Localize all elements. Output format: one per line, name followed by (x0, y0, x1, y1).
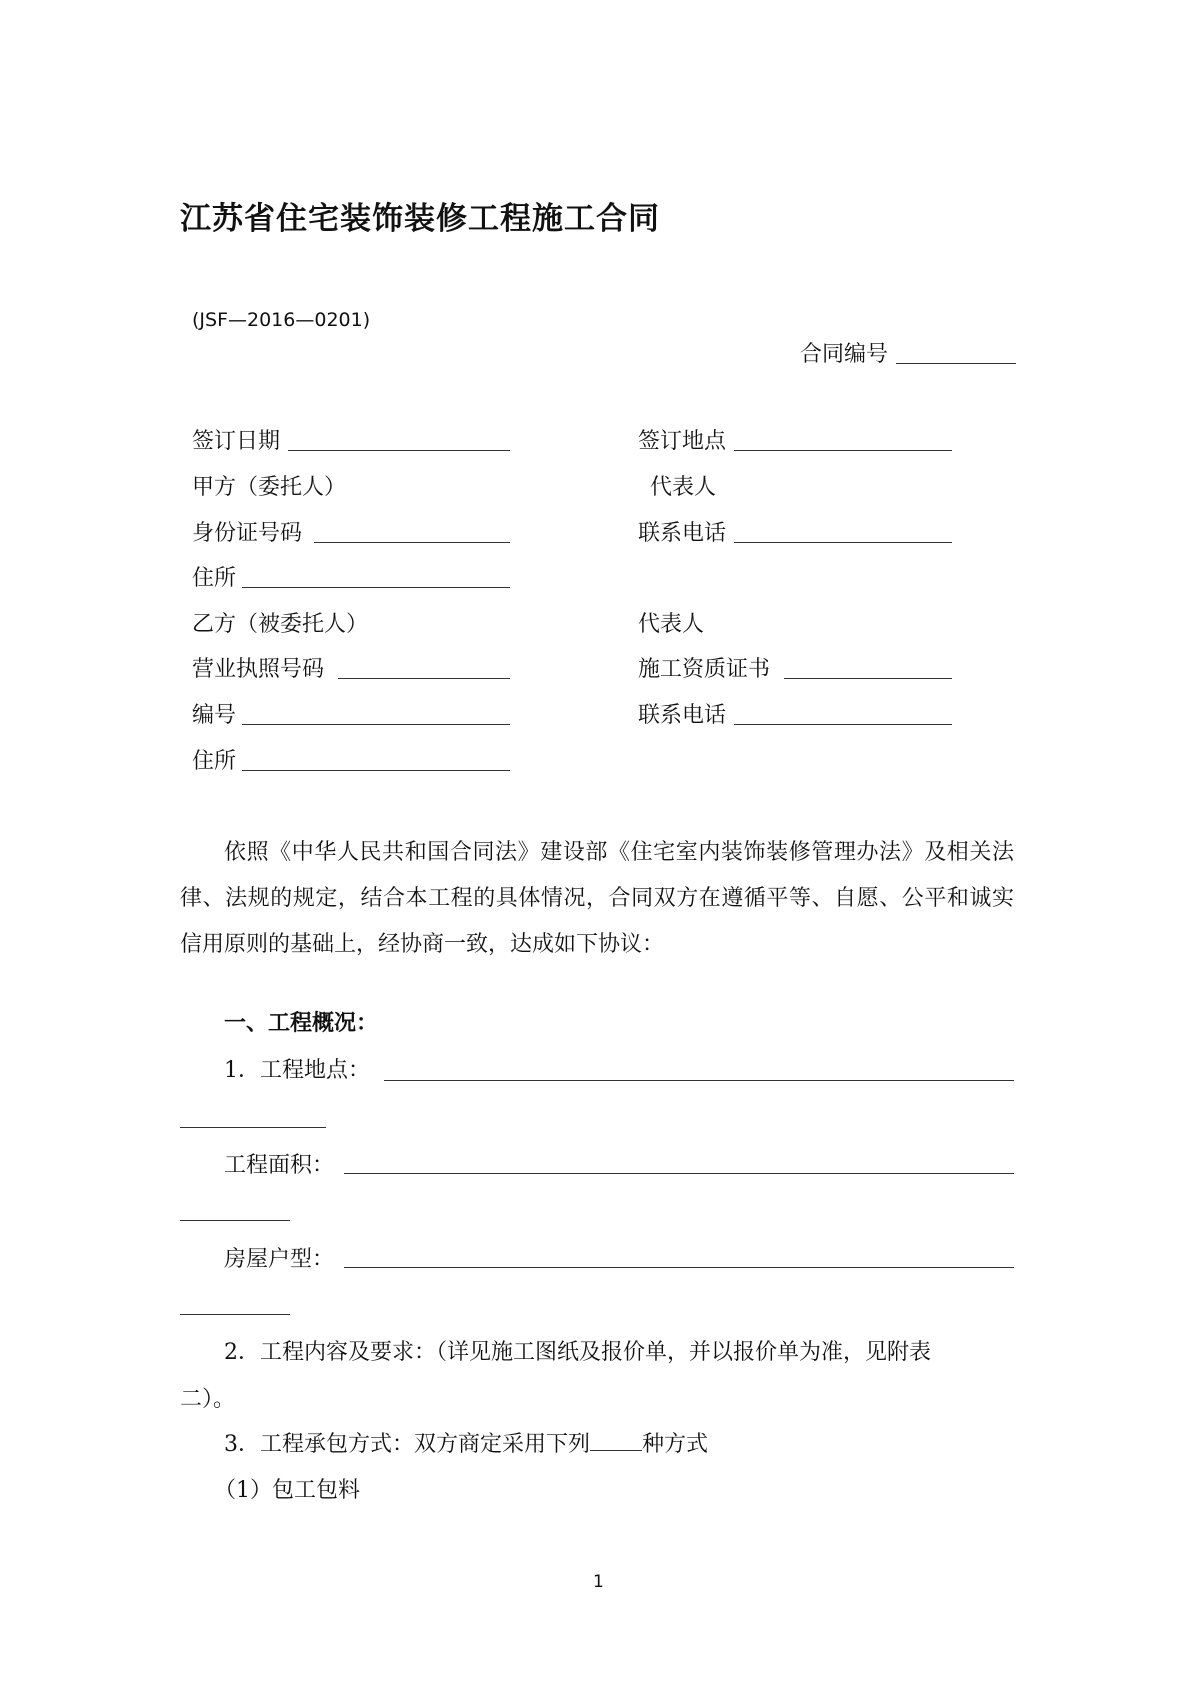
sign-date-blank[interactable] (288, 450, 510, 451)
phone-b-label: 联系电话 (638, 703, 727, 728)
phone-a-blank[interactable] (734, 542, 952, 543)
work-content-text: 2．工程内容及要求：（详见施工图纸及报价单，并以报价单为准，见附表 (224, 1340, 931, 1365)
location-blank[interactable] (384, 1080, 1014, 1081)
id-number-blank[interactable] (314, 542, 510, 543)
location-blank-cont[interactable] (180, 1127, 326, 1128)
area-blank-cont[interactable] (180, 1220, 290, 1221)
contract-mode-text (224, 1427, 708, 1458)
phone-a-label: 联系电话 (638, 521, 727, 546)
contract-number-blank[interactable] (896, 363, 1016, 364)
contract-mode-label: 3．工程承包方式：双方商定采用下列 (224, 1432, 590, 1457)
address-b-field (192, 746, 510, 778)
sign-place-blank[interactable] (734, 450, 952, 451)
license-number-label: 营业执照号码 (192, 657, 325, 682)
contract-mode-blank[interactable] (590, 1430, 642, 1451)
sign-place-label: 签订地点 (638, 429, 727, 454)
party-b-rep-field (638, 609, 938, 641)
document-code: (JSF—2016—0201) (192, 309, 371, 331)
license-number-field (192, 654, 510, 686)
qualification-field (638, 654, 956, 686)
contract-mode-suffix: 种方式 (642, 1432, 709, 1457)
preamble-paragraph: 依照《中华人民共和国合同法》建设部《住宅室内装饰装修管理办法》及相关法律、法规的规定，结合本工程的具体情况，合同双方在遵循平等、自愿、公平和诚实信用原则的基础上，经协商一致，达成如下协议： (180, 840, 1014, 957)
party-a-rep-label: 代表人 (650, 475, 717, 500)
id-number-label: 身份证号码 (192, 521, 303, 546)
contract-number-label: 合同编号 (800, 342, 889, 367)
house-type-label: 房屋户型： (224, 1247, 335, 1272)
page-number: 1 (593, 1572, 604, 1592)
party-a-label: 甲方（委托人） (192, 475, 347, 500)
section-heading-overview: 一、工程概况： (224, 1011, 379, 1036)
number-label: 编号 (192, 703, 237, 728)
work-content-text-cont: 二）。 (180, 1387, 236, 1412)
phone-a-field (638, 518, 956, 550)
party-b-field (192, 609, 510, 641)
address-a-label: 住所 (192, 566, 237, 591)
area-blank[interactable] (344, 1173, 1014, 1174)
id-number-field (192, 518, 510, 550)
contract-number-field (800, 337, 888, 368)
number-blank[interactable] (242, 724, 510, 725)
qualification-blank[interactable] (784, 678, 952, 679)
house-type-blank[interactable] (344, 1267, 1014, 1268)
address-b-blank[interactable] (242, 770, 510, 771)
phone-b-field (638, 700, 956, 732)
sign-date-field (192, 426, 510, 458)
sign-date-label: 签订日期 (192, 429, 281, 454)
party-b-label: 乙方（被委托人） (192, 612, 369, 637)
party-b-rep-label: 代表人 (638, 612, 705, 637)
phone-b-blank[interactable] (734, 724, 952, 725)
address-a-blank[interactable] (242, 587, 510, 588)
qualification-label: 施工资质证书 (638, 657, 771, 682)
document-title: 江苏省住宅装饰装修工程施工合同 (180, 201, 660, 237)
number-field (192, 700, 510, 732)
address-a-field (192, 563, 510, 595)
license-number-blank[interactable] (338, 678, 510, 679)
location-label: 1．工程地点： (224, 1058, 370, 1083)
party-a-field (192, 472, 510, 504)
sign-place-field (638, 426, 956, 458)
area-label: 工程面积： (224, 1153, 335, 1178)
house-type-blank-cont[interactable] (180, 1314, 290, 1315)
party-a-rep-field (650, 472, 950, 504)
address-b-label: 住所 (192, 749, 237, 774)
contract-option-1: （1）包工包料 (214, 1478, 360, 1503)
